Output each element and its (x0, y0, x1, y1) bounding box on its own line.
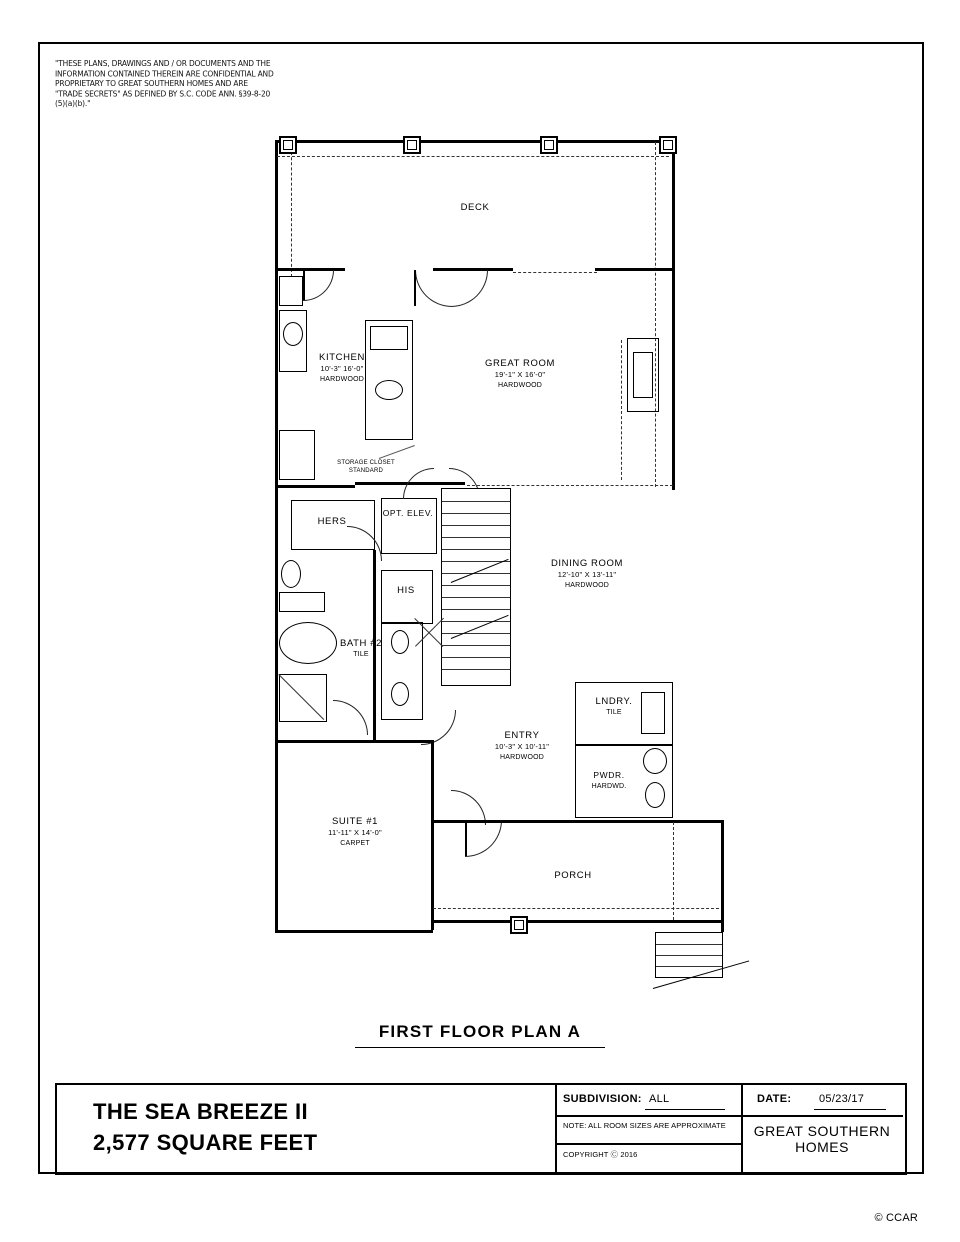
header-dashed-deck (513, 272, 597, 273)
deck-edge-dashed-top (277, 156, 669, 157)
room-label-laundry: LNDRY. TILE (595, 696, 633, 716)
wall-exterior-bottom-left (275, 930, 433, 933)
deck-edge-dashed-right (655, 142, 656, 487)
deck-door-left (415, 270, 452, 307)
plan-title-underline (355, 1047, 605, 1048)
opt-elev-door (403, 468, 434, 499)
room-label-bath2: BATH #2 TILE (339, 638, 383, 658)
closet-his (381, 570, 433, 624)
title-block-divider-4 (741, 1085, 743, 1173)
beam-dashed-mid (467, 485, 673, 486)
title-block-divider-5 (555, 1143, 741, 1145)
room-label-entry: ENTRY 10'-3" X 10'-11" HARDWOOD (494, 730, 550, 761)
room-label-kitchen: KITCHEN 10'-3" 16'-0" HARDWOOD (319, 352, 365, 383)
wall-exterior-top (275, 140, 675, 143)
wall-porch-right-top (671, 820, 723, 823)
subdivision-value: ALL (649, 1093, 670, 1105)
washer-dryer (641, 692, 665, 734)
date-value: 05/23/17 (819, 1093, 865, 1105)
powder-toilet (645, 782, 665, 808)
room-label-powder: PWDR. HARDWD. (591, 770, 627, 790)
optional-elevator (381, 498, 437, 554)
room-label-deck: DECK (460, 202, 490, 213)
front-door-leaf (465, 820, 467, 856)
deck-door-right (451, 270, 488, 307)
confidentiality-notice: "THESE PLANS, DRAWINGS AND / OR DOCUMENTS AND THE INFORMATION CONTAINED THEREIN ARE CONFIDENTIAL AND PROPRIETARY TO GREAT SOUTHERN HOMES AND ARE "TRADE SECRETS" AS DEFINED BY S.C. CODE ANN. §39-8-20 (5)(a)(b)." (55, 58, 274, 109)
vanity-bath2 (279, 592, 325, 612)
copyright-note: COPYRIGHT Ⓒ 2016 (563, 1150, 638, 1159)
leader-line-storage (379, 445, 415, 459)
bath2-door-arc (333, 700, 368, 735)
deck-door-left-leaf (414, 270, 416, 306)
pier-post (540, 136, 558, 154)
kitchen-door-arc (303, 270, 334, 301)
plan-name: THE SEA BREEZE II (93, 1099, 309, 1124)
title-block-divider-1 (555, 1085, 557, 1173)
annotation-storage-closet: STORAGE CLOSET STANDARD (337, 460, 395, 474)
pier-post (510, 916, 528, 934)
subdivision-rule (645, 1109, 725, 1110)
room-label-dining-room: DINING ROOM 12'-10" X 13'-11" HARDWOOD (550, 558, 624, 589)
kitchen-door-leaf (303, 270, 305, 300)
wall-porch-right (721, 820, 724, 932)
company-name: GREAT SOUTHERN HOMES (753, 1123, 891, 1155)
kitchen-window-wall (279, 276, 303, 306)
pier-post (659, 136, 677, 154)
toilet-bath2 (281, 560, 301, 588)
subdivision-label: SUBDIVISION: (563, 1093, 642, 1105)
title-block (55, 1083, 907, 1175)
wall-deck-interior-3 (595, 268, 675, 271)
title-block-divider-2 (555, 1115, 903, 1117)
wall-kitchen-left (275, 268, 278, 488)
kitchen-sink (283, 322, 303, 346)
wall-suite-top (275, 740, 431, 743)
pier-post (279, 136, 297, 154)
kitchen-range (370, 326, 408, 350)
great-room-dashed-right (621, 340, 622, 480)
linen-closet (381, 622, 423, 720)
powder-sink (643, 748, 667, 774)
plan-title: FIRST FLOOR PLAN A (378, 1022, 582, 1041)
ccar-watermark: © CCAR (874, 1212, 918, 1224)
porch-dashed-bottom (433, 908, 719, 909)
wall-exterior-left-lower (275, 485, 278, 933)
room-label-great-room: GREAT ROOM 19'-1" X 16'-0" HARDWOOD (484, 358, 556, 389)
wall-mid-horizontal (275, 485, 355, 488)
wall-porch-top (431, 820, 675, 823)
hers-door-arc (347, 526, 382, 561)
room-label-suite1: SUITE #1 11'-11" X 14'-0" CARPET (328, 816, 382, 847)
wall-suite-right (431, 740, 434, 930)
floor-plan-drawing (255, 130, 725, 1020)
staircase (441, 488, 511, 686)
kitchen-lower-counter (279, 430, 315, 480)
wall-porch-bottom (431, 920, 723, 923)
room-label-porch: PORCH (554, 870, 592, 881)
plan-square-feet: 2,577 SQUARE FEET (93, 1130, 318, 1155)
fireplace-hearth (633, 352, 653, 398)
wall-exterior-right-upper (672, 140, 675, 490)
front-door-arc (465, 820, 502, 857)
porch-dashed-right (673, 822, 674, 920)
date-label: DATE: (757, 1093, 792, 1105)
room-size-note: NOTE: ALL ROOM SIZES ARE APPROXIMATE (563, 1121, 726, 1130)
label-his-closet: HIS (397, 585, 415, 596)
pier-post (403, 136, 421, 154)
deck-edge-dashed-left (291, 142, 292, 277)
date-rule (814, 1109, 886, 1110)
label-opt-elev: OPT. ELEV. (382, 508, 434, 518)
label-hers-closet: HERS (317, 516, 347, 527)
